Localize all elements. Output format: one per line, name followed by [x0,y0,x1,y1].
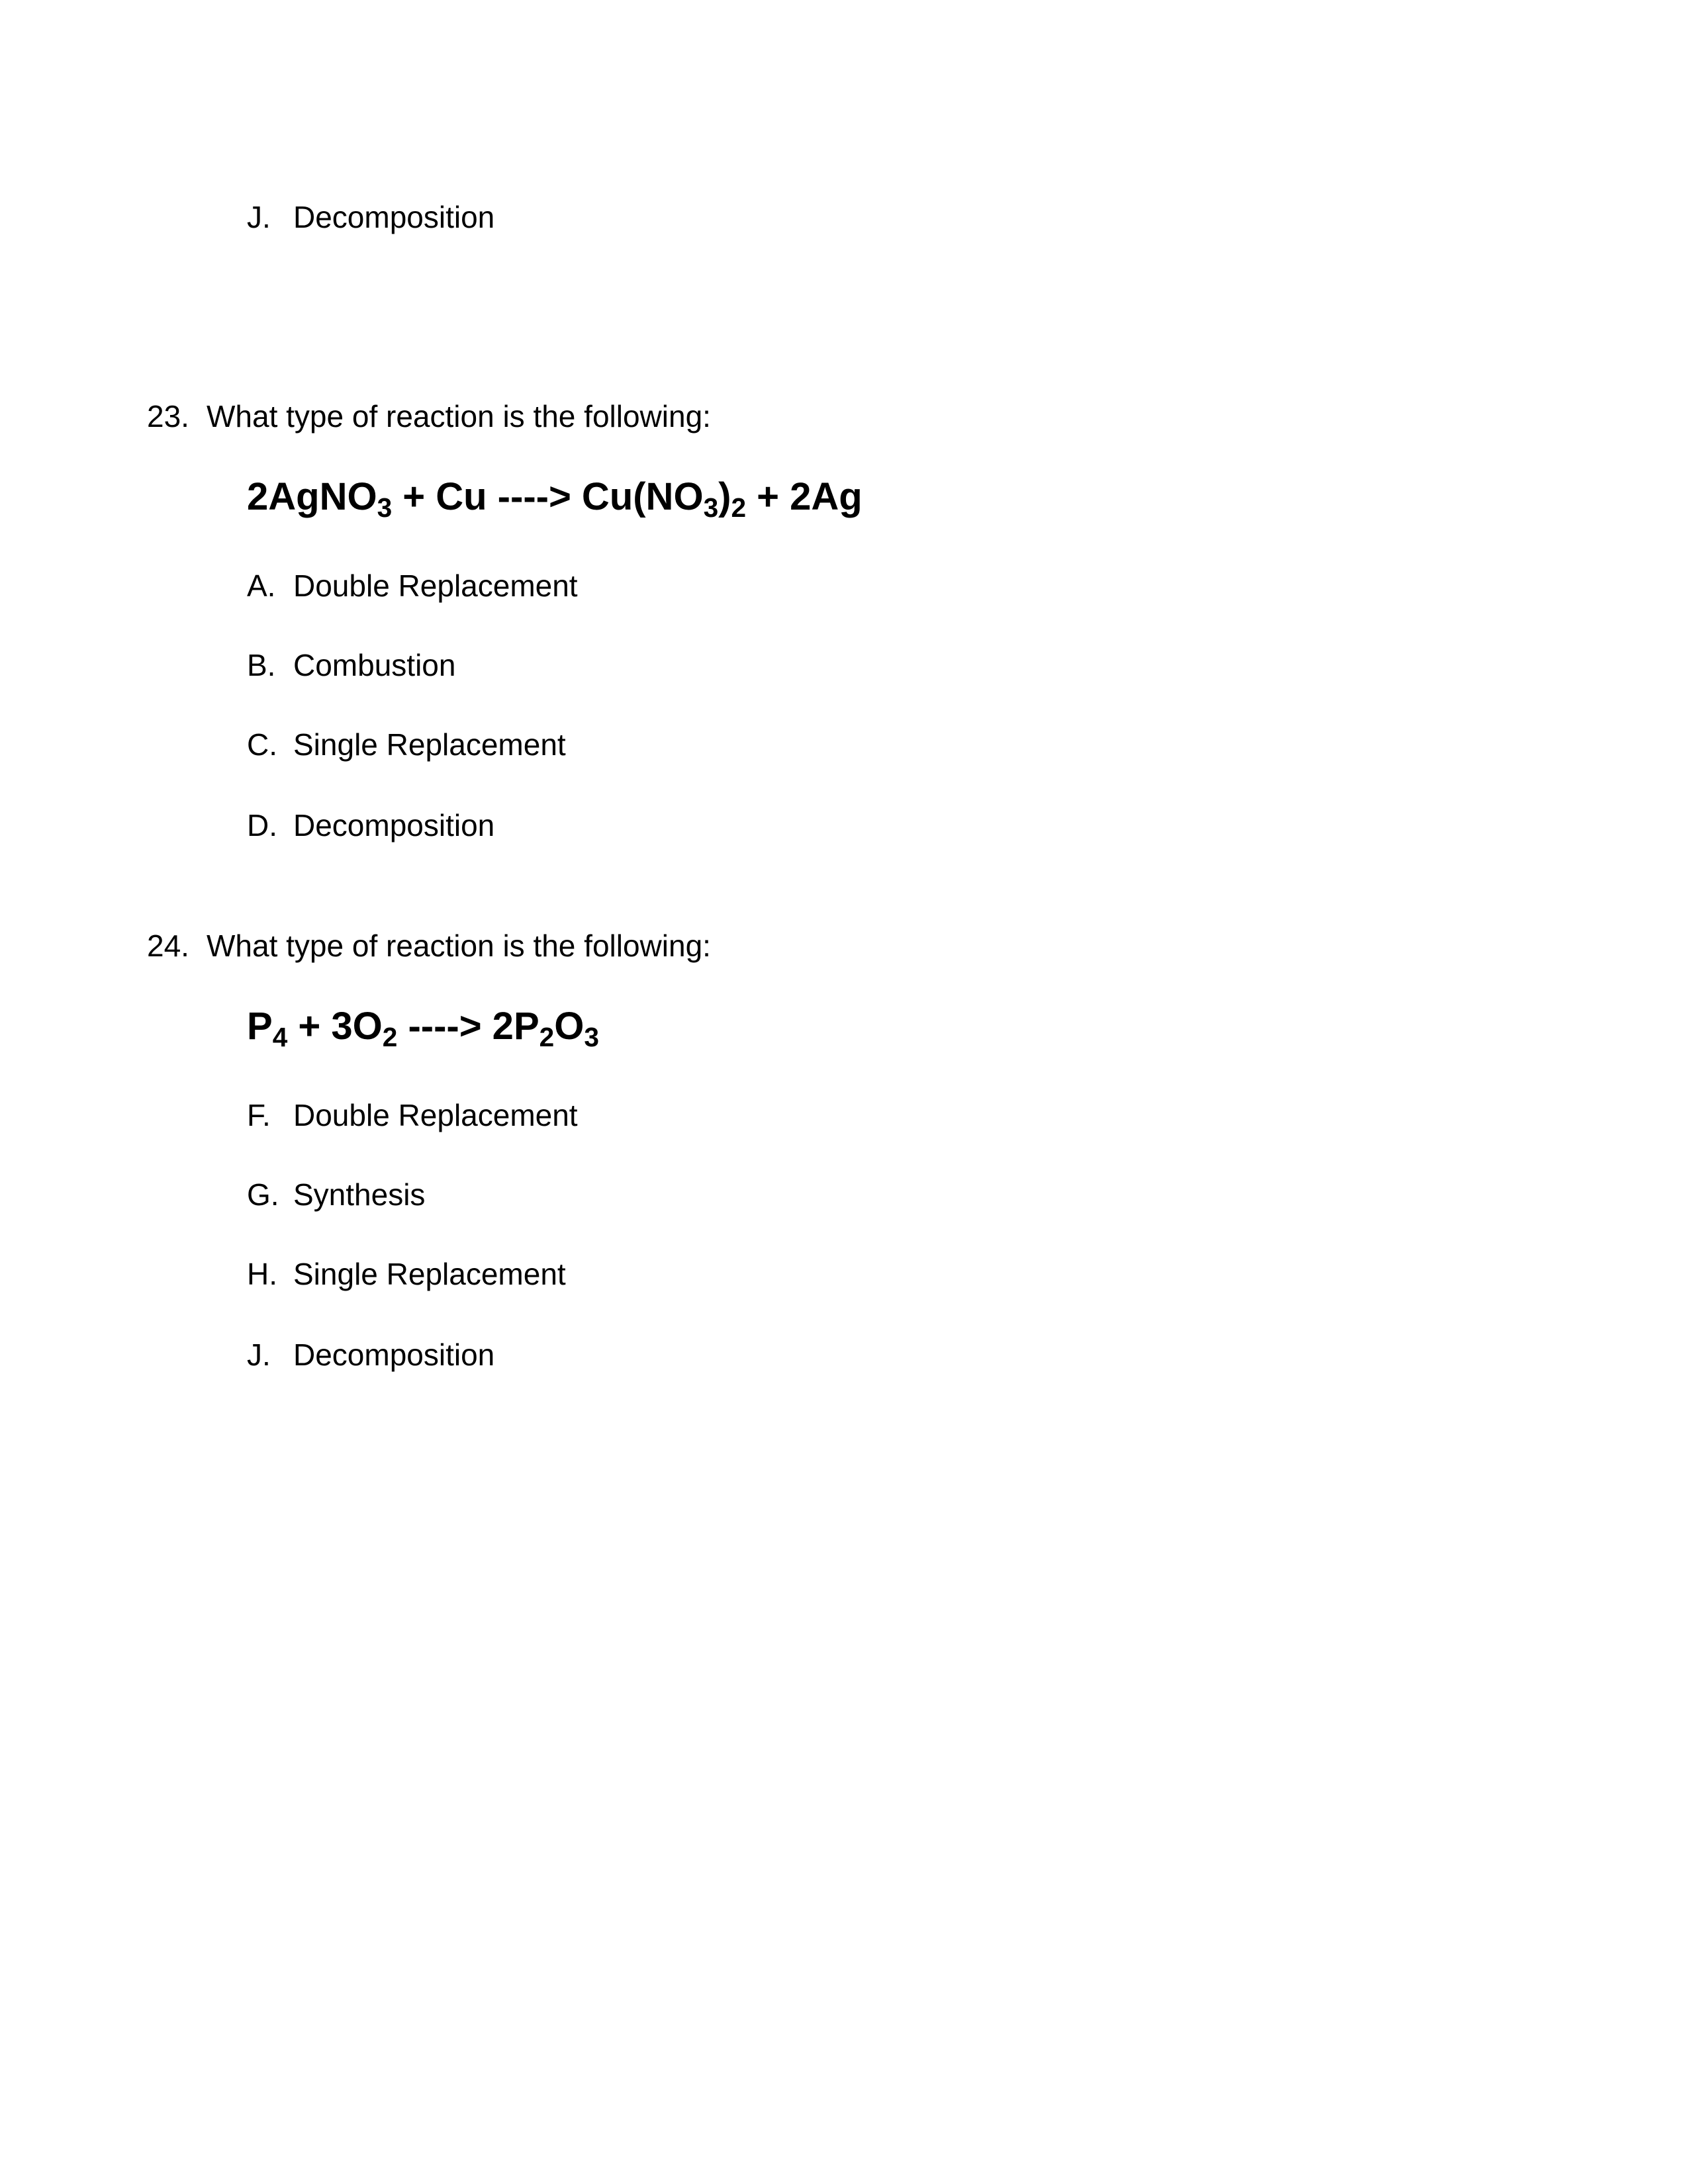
equation-text: ----> 2P [397,1005,539,1048]
question-number: 24. [147,929,189,963]
question-text: What type of reaction is the following: [207,399,711,433]
equation-subscript: 3 [584,1022,599,1053]
question-23-equation [247,475,863,523]
choice-letter: B. [247,648,276,682]
question-text: What type of reaction is the following: [207,929,711,963]
equation-subscript: 3 [703,492,719,523]
equation-subscript: 2 [731,492,747,523]
equation-text: + Cu ----> Cu(NO [392,475,704,518]
equation-subscript: 3 [377,492,393,523]
equation-subscript: 4 [272,1022,288,1053]
equation-text: + 2Ag [746,475,863,518]
question-number: 23. [147,399,189,433]
question-23-choice-b [247,650,455,680]
equation-text: O [554,1005,585,1048]
prev-choice-j [247,202,494,232]
choice-letter: G. [247,1177,279,1212]
choice-letter: A. [247,569,276,603]
choice-text: Decomposition [293,808,495,842]
question-23-choice-c [247,729,566,760]
question-24-choice-h [247,1259,566,1289]
question-24-choice-g [247,1179,425,1210]
question-23-prompt [147,401,711,432]
choice-text: Combustion [293,648,456,682]
question-23-choice-a [247,570,578,601]
question-23-choice-d [247,810,494,841]
equation-text: P [247,1005,273,1048]
equation-text: ) [718,475,731,518]
choice-letter: J. [247,200,271,234]
choice-letter: C. [247,727,277,762]
equation-text: + 3O [287,1005,383,1048]
equation-subscript: 2 [382,1022,398,1053]
choice-letter: F. [247,1098,271,1132]
equation-text: 2AgNO [247,475,377,518]
choice-text: Single Replacement [293,1257,566,1291]
choice-text: Double Replacement [293,569,578,603]
question-24-choice-f [247,1100,578,1130]
choice-text: Synthesis [293,1177,426,1212]
question-24-choice-j [247,1340,494,1370]
choice-text: Double Replacement [293,1098,578,1132]
choice-text: Decomposition [293,200,495,234]
choice-text: Single Replacement [293,727,566,762]
choice-letter: J. [247,1338,271,1372]
choice-text: Decomposition [293,1338,495,1372]
question-24-prompt [147,931,711,961]
choice-letter: H. [247,1257,277,1291]
question-24-equation [247,1005,599,1053]
equation-subscript: 2 [539,1022,555,1053]
choice-letter: D. [247,808,277,842]
